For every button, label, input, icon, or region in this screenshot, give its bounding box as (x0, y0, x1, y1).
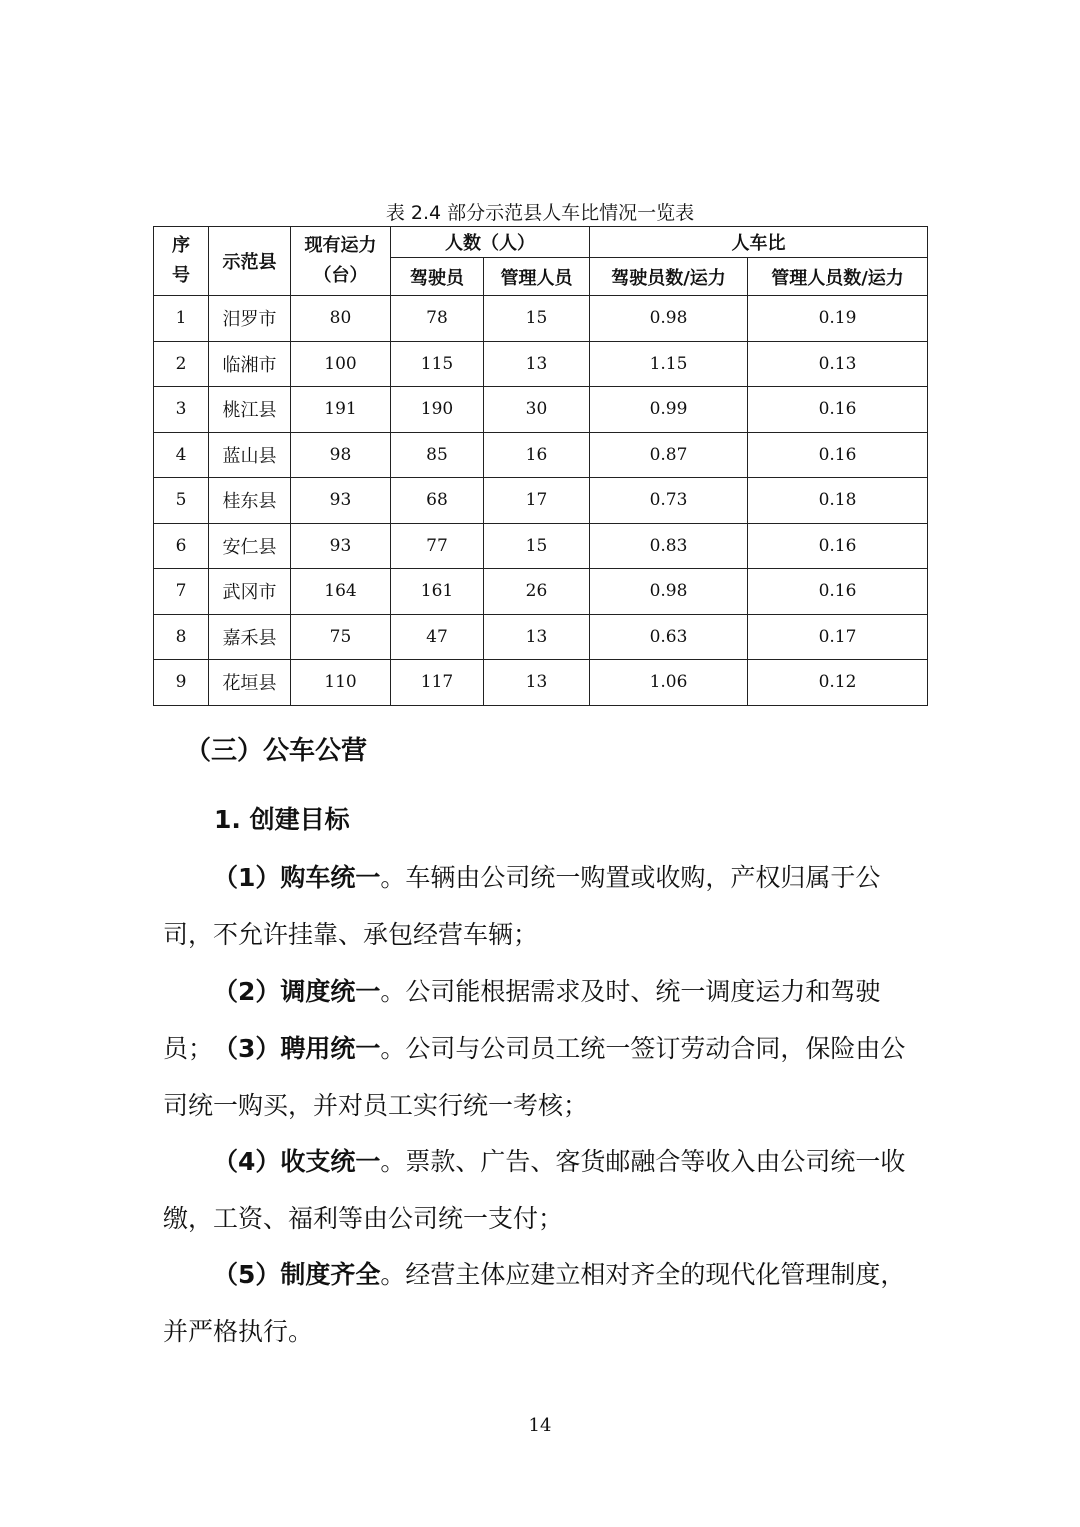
table-cell: 1.06 (590, 660, 748, 706)
table-cell: 蓝山县 (209, 432, 291, 478)
table-cell: 0.12 (748, 660, 928, 706)
table-cell: 190 (391, 387, 484, 433)
table-row (154, 660, 928, 706)
header-driver-ratio: 驾驶员数/运力 (590, 258, 748, 296)
table-cell: 0.63 (590, 614, 748, 660)
table-cell: 13 (484, 341, 590, 387)
table-cell: 26 (484, 569, 590, 615)
item-text: 。票款、广告、客货邮融合等收入由公司统一收缴，工资、福利等由公司统一支付； (163, 1147, 906, 1233)
paragraph-item-5 (163, 1246, 923, 1360)
item-label: （4）收支统一 (213, 1147, 381, 1176)
data-table (153, 226, 928, 706)
table-cell: 68 (391, 478, 484, 524)
header-people: 人数（人） (391, 227, 590, 258)
table-row (154, 478, 928, 524)
table-cell: 0.19 (748, 296, 928, 342)
table-cell: 0.87 (590, 432, 748, 478)
table-caption: 表 2.4 部分示范县人车比情况一览表 (385, 202, 695, 224)
table-cell: 191 (291, 387, 391, 433)
table-row (154, 341, 928, 387)
item-label: （5）制度齐全 (213, 1260, 381, 1289)
table-cell: 0.99 (590, 387, 748, 433)
table-cell: 桃江县 (209, 387, 291, 433)
table-cell: 0.98 (590, 296, 748, 342)
table-cell: 0.16 (748, 432, 928, 478)
table-cell: 0.16 (748, 523, 928, 569)
paragraph-item-1 (163, 849, 923, 963)
table-body (154, 296, 928, 706)
table-cell: 0.18 (748, 478, 928, 524)
table-cell: 1 (154, 296, 209, 342)
table-cell: 100 (291, 341, 391, 387)
paragraph-item-3 (163, 1020, 923, 1134)
table-row (154, 296, 928, 342)
header-manager: 管理人员 (484, 258, 590, 296)
table-cell: 47 (391, 614, 484, 660)
table-row (154, 523, 928, 569)
item-text: 。车辆由公司统一购置或收购，产权归属于公司，不允许挂靠、承包经营车辆； (163, 863, 881, 949)
page-number: 14 (528, 1415, 552, 1436)
item-text: 。公司与公司员工统一签订劳动合同，保险由公司统一购买，并对员工实行统一考核； (163, 1034, 906, 1120)
table-cell: 80 (291, 296, 391, 342)
table-cell: 2 (154, 341, 209, 387)
table-cell: 0.17 (748, 614, 928, 660)
table-cell: 15 (484, 296, 590, 342)
table-cell: 0.16 (748, 569, 928, 615)
table-cell: 6 (154, 523, 209, 569)
table-cell: 161 (391, 569, 484, 615)
table-cell: 15 (484, 523, 590, 569)
table-cell: 0.98 (590, 569, 748, 615)
table-cell: 1.15 (590, 341, 748, 387)
table-row (154, 614, 928, 660)
table-cell: 17 (484, 478, 590, 524)
table-cell: 5 (154, 478, 209, 524)
header-driver: 驾驶员 (391, 258, 484, 296)
table-cell: 13 (484, 614, 590, 660)
table-cell: 115 (391, 341, 484, 387)
table-cell: 嘉禾县 (209, 614, 291, 660)
table-cell: 临湘市 (209, 341, 291, 387)
section-title: （三）公车公营 (185, 736, 368, 766)
item-text: 。经营主体应建立相对齐全的现代化管理制度，并严格执行。 (163, 1260, 906, 1346)
header-ratio: 人车比 (590, 227, 928, 258)
table-cell: 汨罗市 (209, 296, 291, 342)
table-cell: 4 (154, 432, 209, 478)
table-cell: 85 (391, 432, 484, 478)
table-row (154, 569, 928, 615)
table-cell: 武冈市 (209, 569, 291, 615)
table-cell: 93 (291, 523, 391, 569)
table-cell: 78 (391, 296, 484, 342)
item-label: （2）调度统一 (213, 977, 381, 1006)
item-label: （3）聘用统一 (213, 1034, 381, 1063)
table-row (154, 387, 928, 433)
table-row (154, 432, 928, 478)
table-cell: 0.73 (590, 478, 748, 524)
table-cell: 8 (154, 614, 209, 660)
item-text: 。公司能根据需求及时、统一调度运力和驾驶员； (163, 977, 881, 1063)
table-cell: 0.16 (748, 387, 928, 433)
table-cell: 7 (154, 569, 209, 615)
table-cell: 花垣县 (209, 660, 291, 706)
table-cell: 77 (391, 523, 484, 569)
table-cell: 3 (154, 387, 209, 433)
table-cell: 30 (484, 387, 590, 433)
table-cell: 安仁县 (209, 523, 291, 569)
table-cell: 桂东县 (209, 478, 291, 524)
table-cell: 164 (291, 569, 391, 615)
header-seq: 序 号 (154, 227, 209, 296)
subheading: 1. 创建目标 (214, 805, 350, 834)
table-cell: 0.13 (748, 341, 928, 387)
table-cell: 13 (484, 660, 590, 706)
header-county: 示范县 (209, 227, 291, 296)
header-manager-ratio: 管理人员数/运力 (748, 258, 928, 296)
item-label: （1）购车统一 (213, 863, 381, 892)
paragraph-item-4 (163, 1133, 923, 1247)
table-cell: 0.83 (590, 523, 748, 569)
table-cell: 9 (154, 660, 209, 706)
table-cell: 93 (291, 478, 391, 524)
table-cell: 98 (291, 432, 391, 478)
header-capacity: 现有运力 （台） (291, 227, 391, 296)
table-cell: 75 (291, 614, 391, 660)
table-cell: 117 (391, 660, 484, 706)
table-cell: 16 (484, 432, 590, 478)
table-cell: 110 (291, 660, 391, 706)
